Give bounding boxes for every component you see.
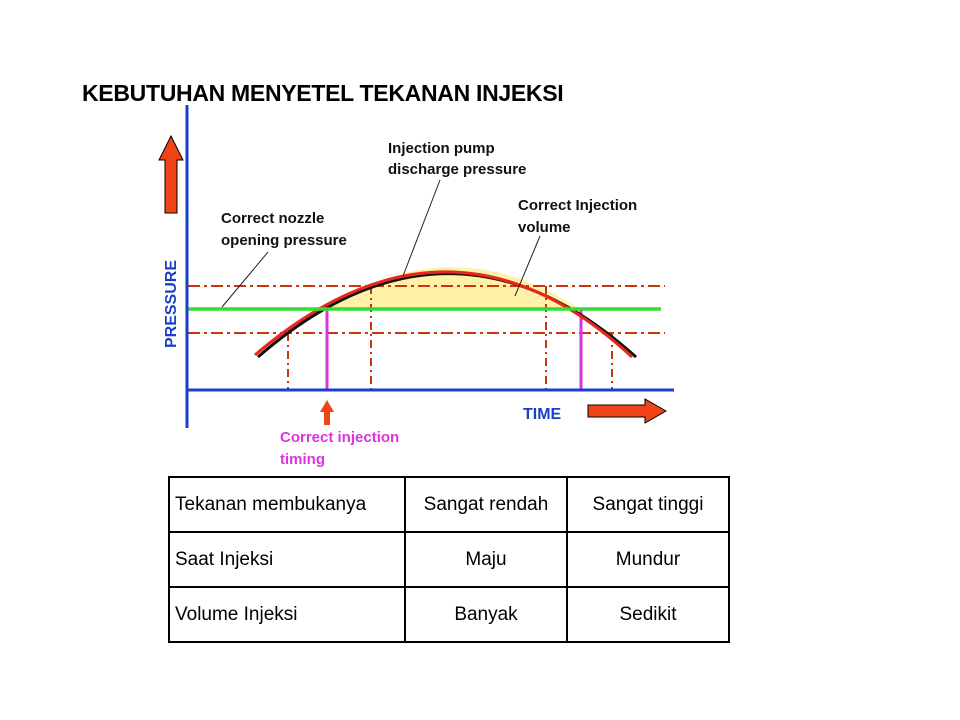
low-value-cell: Banyak [405, 587, 567, 642]
table-row [169, 477, 729, 532]
injection-volume-label-line2: volume [518, 219, 571, 236]
x-axis-label: TIME [523, 406, 562, 423]
low-value-cell: Maju [405, 532, 567, 587]
table-row [169, 532, 729, 587]
pump-pressure-label-line1: Injection pump [388, 140, 495, 157]
pump-label-leader [403, 180, 440, 276]
timing-pointer-arrow-icon [320, 400, 334, 425]
injection-volume-label-line1: Correct Injection [518, 197, 638, 214]
row-label-cell: Saat Injeksi [169, 532, 405, 587]
row-label-cell: Tekanan membukanya [169, 477, 405, 532]
nozzle-pressure-label-line1: Correct nozzle [221, 210, 325, 227]
page-title: KEBUTUHAN MENYETEL TEKANAN INJEKSI [82, 80, 564, 106]
y-axis-label: PRESSURE [163, 259, 180, 349]
injection-timing-label-line2: timing [280, 451, 325, 468]
nozzle-label-leader [222, 252, 268, 307]
time-right-arrow-icon [588, 399, 666, 423]
pump-pressure-label-line2: discharge pressure [388, 161, 527, 178]
row-label-cell: Volume Injeksi [169, 587, 405, 642]
adjustment-table [168, 476, 730, 643]
high-value-cell: Sangat tinggi [567, 477, 729, 532]
nozzle-pressure-label-line2: opening pressure [221, 232, 347, 249]
table-row [169, 587, 729, 642]
injection-timing-label-line1: Correct injection [280, 429, 400, 446]
pressure-up-arrow-icon [159, 136, 183, 213]
high-value-cell: Mundur [567, 532, 729, 587]
high-value-cell: Sedikit [567, 587, 729, 642]
low-value-cell: Sangat rendah [405, 477, 567, 532]
